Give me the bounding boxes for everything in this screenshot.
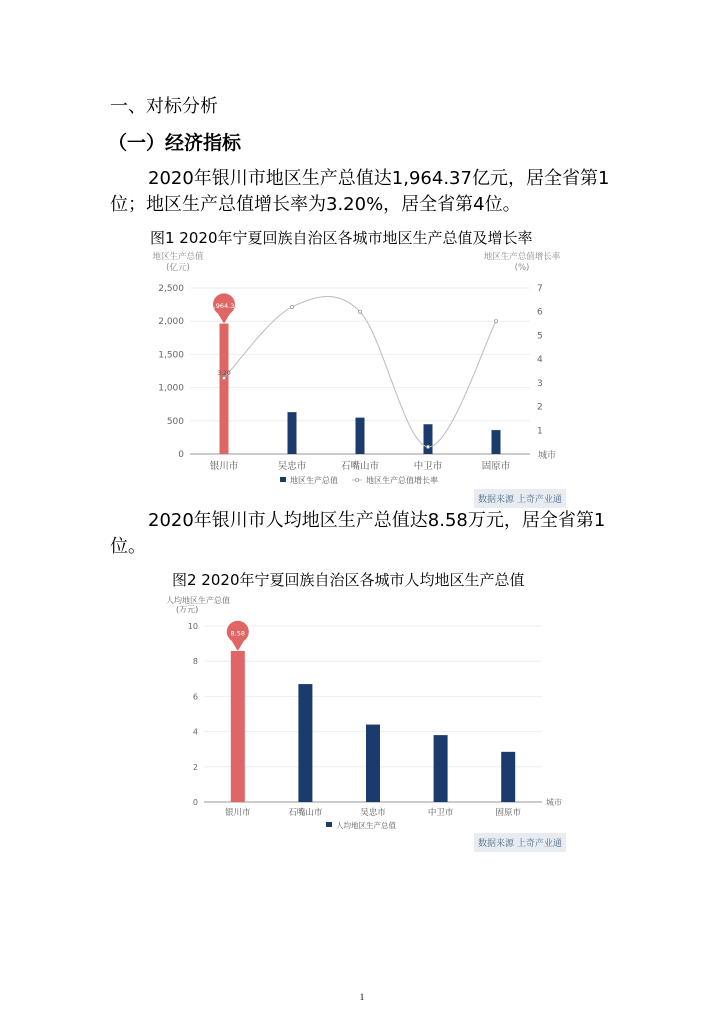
y-tick-label: 8	[192, 657, 198, 667]
gdp-growth-chart	[140, 248, 590, 490]
y-axis-title: (万元)	[176, 605, 199, 614]
subsection-heading: （一）经济指标	[108, 132, 242, 154]
x-tick-label: 中卫市	[413, 461, 443, 472]
x-tick-label: 石嘴山市	[340, 461, 380, 472]
growth-rate-point	[426, 445, 429, 448]
x-tick-label: 吴忠市	[360, 808, 386, 818]
x-tick-label: 银川市	[209, 461, 239, 472]
bar	[356, 418, 365, 454]
y-axis-title: (亿元)	[166, 263, 190, 273]
legend-label-gdp: 地区生产总值	[290, 476, 338, 485]
y2-tick-label: 3	[537, 378, 543, 389]
x-tick-label: 银川市	[225, 808, 251, 818]
y-tick-label: 1,500	[158, 350, 184, 361]
gdp-highlight-label-text: 1,964.37	[209, 302, 239, 311]
x-axis-title: 城市	[546, 798, 562, 807]
y-tick-label: 4	[192, 727, 198, 737]
paragraph-per-capita	[110, 508, 620, 560]
y-tick-label: 1,000	[158, 383, 184, 394]
y-axis-title: 人均地区生产总值	[166, 596, 230, 605]
paragraph-gdp-text: 2020年银川市地区生产总值达1,964.37亿元，居全省第1位；地区生产总值增长率为3.20%，居全省第4位。	[110, 168, 610, 215]
paragraph-gdp	[110, 166, 620, 218]
paragraph-per-capita-text: 2020年银川市人均地区生产总值达8.58万元，居全省第1位。	[110, 510, 606, 557]
y-tick-label: 500	[166, 416, 184, 427]
y2-tick-label: 6	[537, 307, 543, 318]
y2-tick-label: 1	[537, 426, 543, 437]
data-source-label: 数据来源 上奇产业通	[474, 833, 566, 852]
y-tick-label: 2	[192, 762, 198, 772]
y-tick-label: 0	[178, 450, 184, 460]
bar	[366, 725, 380, 802]
bar	[288, 412, 297, 454]
data-source-label: 数据来源 上奇产业通	[474, 489, 566, 508]
y2-axis-title: 地区生产总值增长率	[483, 252, 561, 262]
y-tick-label: 2,500	[158, 284, 184, 294]
figure-1-caption: 图1 2020年宁夏回族自治区各城市地区生产总值及增长率	[150, 229, 533, 247]
legend-swatch-gdp	[280, 477, 286, 482]
per-capita-highlight-label-text: 8.58	[230, 629, 246, 638]
growth-rate-point	[494, 320, 497, 323]
growth-rate-point	[290, 305, 293, 308]
y-axis-title: 地区生产总值	[152, 252, 204, 262]
bar	[298, 684, 312, 802]
y2-tick-label: 5	[537, 331, 543, 342]
y-tick-label: 0	[192, 798, 198, 807]
y-tick-label: 10	[187, 622, 198, 631]
x-tick-label: 吴忠市	[277, 461, 307, 472]
legend-swatch-growth-point	[356, 479, 359, 482]
legend-swatch	[326, 822, 332, 827]
bar	[231, 651, 245, 802]
figure-2-caption: 图2 2020年宁夏回族自治区各城市人均地区生产总值	[172, 571, 525, 589]
section-heading: 一、对标分析	[110, 96, 218, 117]
growth-rate-label: 3.20	[217, 370, 231, 378]
y2-tick-label: 2	[537, 402, 543, 413]
x-tick-label: 石嘴山市	[288, 808, 323, 818]
bar	[434, 735, 448, 802]
legend-label-growth: 地区生产总值增长率	[366, 476, 438, 485]
per-capita-gdp-chart	[140, 592, 590, 832]
y2-tick-label: 4	[537, 355, 543, 366]
x-tick-label: 中卫市	[427, 808, 454, 818]
page-number: 1	[359, 992, 365, 1002]
y-tick-label: 6	[192, 692, 198, 702]
growth-rate-point	[358, 310, 361, 313]
bar	[424, 424, 433, 454]
x-tick-label: 固原市	[495, 808, 521, 818]
y-tick-label: 2,000	[158, 317, 184, 328]
bar	[492, 430, 501, 454]
x-axis-title: 城市	[538, 451, 557, 461]
x-tick-label: 固原市	[481, 461, 511, 472]
y2-axis-title: (%)	[514, 263, 530, 273]
y2-tick-label: 7	[537, 284, 543, 294]
legend-label: 人均地区生产总值	[336, 821, 396, 830]
bar	[220, 324, 229, 454]
bar	[501, 752, 515, 802]
